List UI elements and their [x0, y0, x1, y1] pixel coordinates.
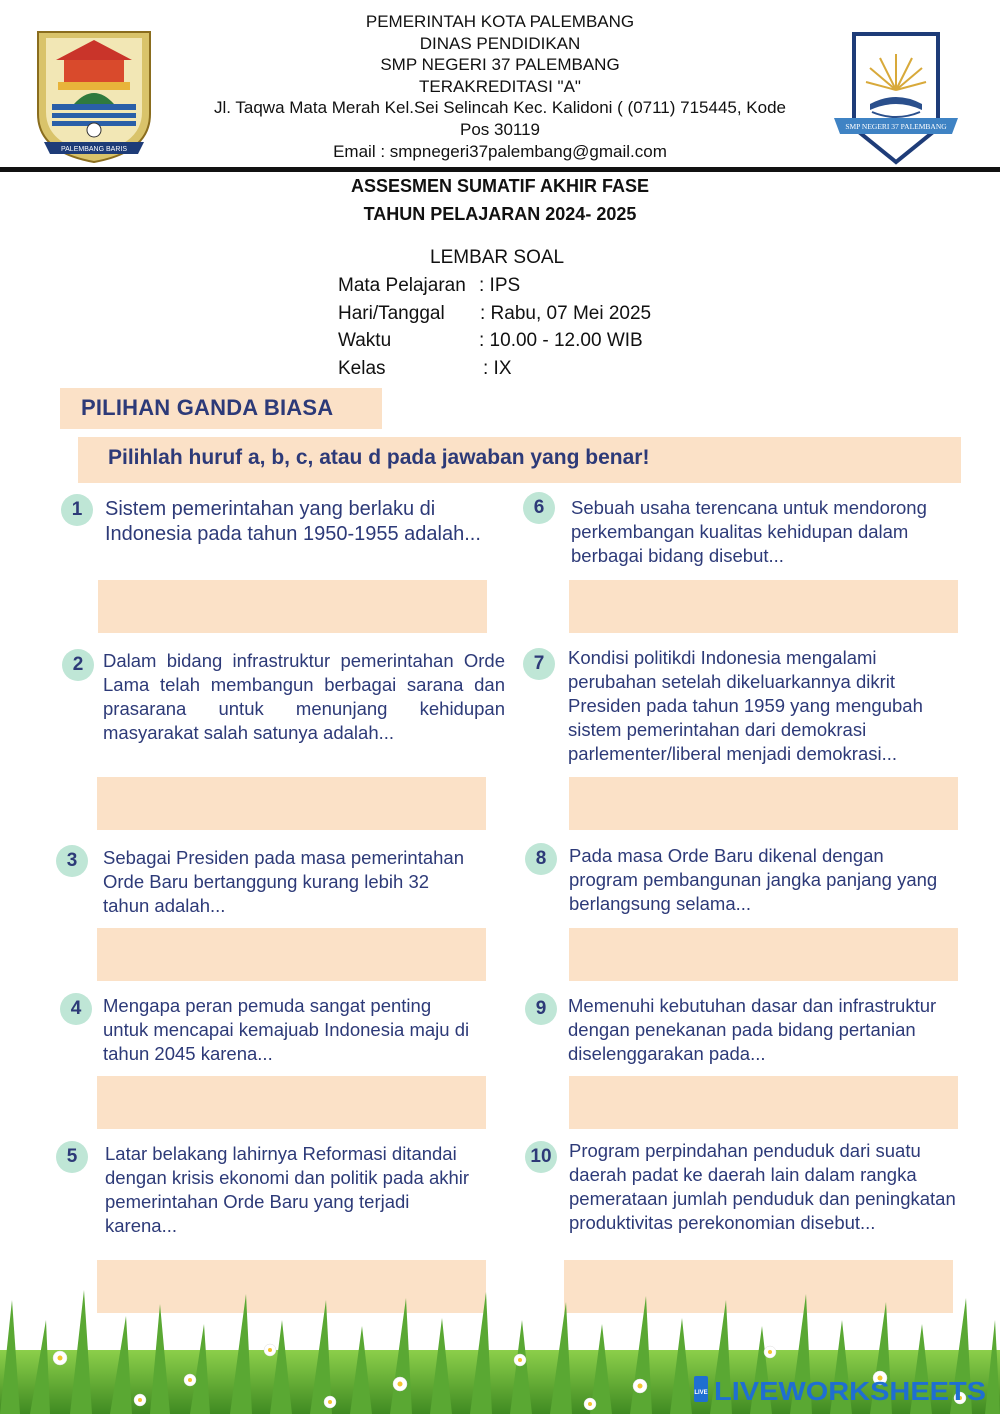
question-text: Pada masa Orde Baru dikenal dengan program pembangunan jangka panjang yang berlangsung selama...	[569, 845, 938, 914]
meta-value: : 10.00 - 12.00 WIB	[479, 330, 643, 351]
meta-value: : Rabu, 07 Mei 2025	[480, 303, 652, 324]
svg-text:LIVE: LIVE	[694, 1390, 708, 1396]
question-number: 7	[523, 648, 555, 680]
header-school-name: SMP NEGERI 37 PALEMBANG	[380, 55, 620, 74]
section-title: PILIHAN GANDA BIASA	[81, 395, 334, 420]
answer-field-3[interactable]	[97, 928, 486, 981]
liveworksheets-watermark	[694, 1372, 990, 1411]
meta-label: Kelas	[338, 358, 386, 379]
question-number: 8	[525, 843, 557, 875]
header-department: DINAS PENDIDIKAN	[419, 34, 581, 53]
answer-field-7[interactable]	[569, 777, 958, 830]
question-text: Sistem pemerintahan yang berlaku di Indonesia pada tahun 1950-1955 adalah...	[105, 498, 481, 545]
instruction-text: Pilihlah huruf a, b, c, atau d pada jawaban yang benar!	[108, 446, 650, 469]
question-text: Program perpindahan penduduk dari suatu daerah padat ke daerah lain dalam rangka pemerataan jumlah penduduk dan peningkatan produktivitas perekonomian disebut...	[569, 1140, 956, 1233]
answer-field-4[interactable]	[97, 1076, 486, 1129]
header-accreditation: TERAKREDITASI "A"	[419, 77, 581, 96]
question-number: 10	[525, 1141, 557, 1173]
header-address: Jl. Taqwa Mata Merah Kel.Sei Selincah Kec. Kalidoni ( (0711) 715445, Kode	[213, 98, 787, 117]
answer-field-2[interactable]	[97, 777, 486, 830]
question-text: Sebagai Presiden pada masa pemerintahan Orde Baru bertanggung kurang lebih 32 tahun adalah...	[103, 847, 464, 916]
meta-label: Waktu	[338, 330, 392, 351]
svg-text:PALEMBANG BARIS: PALEMBANG BARIS	[60, 146, 128, 153]
answer-field-6[interactable]	[569, 580, 958, 633]
question-text: Dalam bidang infrastruktur pemerintahan Orde Lama telah membangun berbagai sarana dan prasarana untuk menunjang kehidupan masyarakat salah satunya adalah...	[103, 650, 505, 743]
svg-text:SMP NEGERI 37 PALEMBANG: SMP NEGERI 37 PALEMBANG	[845, 122, 947, 131]
question-text: Mengapa peran pemuda sangat penting untuk mencapai kemajuab Indonesia maju di tahun 2045 karena...	[103, 995, 470, 1064]
question-number: 9	[525, 993, 557, 1025]
question-number: 6	[523, 492, 555, 524]
answer-field-9[interactable]	[569, 1076, 958, 1129]
exam-year: TAHUN PELAJARAN 2024- 2025	[363, 204, 637, 224]
question-text: Sebuah usaha terencana untuk mendorong perkembangan kualitas kehidupan dalam berbagai bidang disebut...	[571, 497, 927, 566]
meta-label: Mata Pelajaran	[338, 275, 466, 296]
question-number: 1	[61, 494, 93, 526]
answer-field-8[interactable]	[569, 928, 958, 981]
question-text: Memenuhi kebutuhan dasar dan infrastruktur dengan penekanan pada bidang pertanian diselenggarakan pada...	[568, 995, 937, 1064]
exam-title: ASSESMEN SUMATIF AKHIR FASE	[350, 176, 650, 196]
answer-field-1[interactable]	[98, 580, 487, 633]
question-number: 3	[56, 845, 88, 877]
header-divider	[0, 167, 1000, 172]
question-number: 5	[56, 1141, 88, 1173]
header-government: PEMERINTAH KOTA PALEMBANG	[365, 12, 635, 31]
question-number: 2	[62, 649, 94, 681]
question-number: 4	[60, 993, 92, 1025]
question-text: Kondisi politikdi Indonesia mengalami perubahan setelah dikeluarkannya dikrit Presiden pada tahun 1959 yang mengubah sistem pemerintahan dari demokrasi parlementer/liberal menjadi demokrasi...	[568, 647, 923, 764]
meta-value: : IPS	[479, 275, 521, 296]
header-email: Email : smpnegeri37palembang@gmail.com	[333, 142, 667, 161]
header-postal-code: Pos 30119	[459, 120, 541, 139]
meta-label: Hari/Tanggal	[338, 303, 445, 324]
svg-text:LIVEWORKSHEETS: LIVEWORKSHEETS	[714, 1376, 986, 1406]
question-text: Latar belakang lahirnya Reformasi ditandai dengan krisis ekonomi dan politik pada akhir pemerintahan Orde Baru yang terjadi karena...	[105, 1143, 470, 1236]
meta-value: : IX	[483, 358, 512, 379]
sheet-label: LEMBAR SOAL	[430, 247, 565, 268]
